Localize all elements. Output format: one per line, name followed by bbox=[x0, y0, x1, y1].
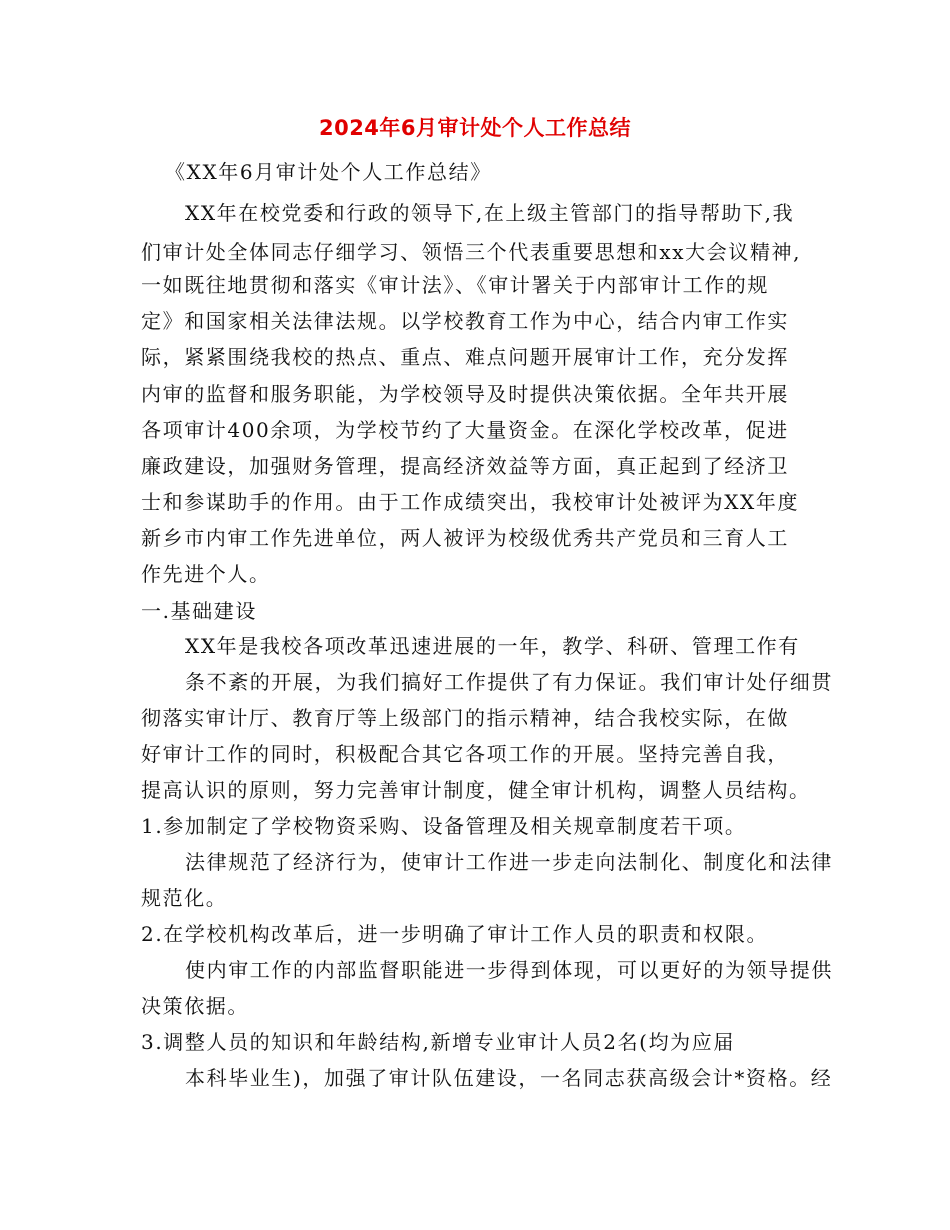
paragraph-line: 彻落实审计厅、教育厅等上级部门的指示精神，结合我校实际，在做 bbox=[141, 706, 789, 730]
paragraph-line: 1.参加制定了学校物资采购、设备管理及相关规章制度若干项。 bbox=[141, 814, 747, 838]
paragraph-line: 们审计处全体同志仔细学习、领悟三个代表重要思想和xx大会议精神, bbox=[141, 240, 802, 264]
paragraph-line: 士和参谋助手的作用。由于工作成绩突出，我校审计处被评为XX年度 bbox=[141, 490, 800, 514]
paragraph-line: XX年在校党委和行政的领导下,在上级主管部门的指导帮助下,我 bbox=[185, 201, 795, 225]
list-item-line: 决策依据。 bbox=[141, 994, 249, 1018]
list-item-line: 规范化。 bbox=[141, 886, 228, 910]
paragraph-line: 一如既往地贯彻和落实《审计法》、《审计署关于内部审计工作的规 bbox=[141, 273, 769, 297]
paragraph-line: 定》和国家相关法律法规。以学校教育工作为中心，结合内审工作实 bbox=[141, 309, 789, 333]
paragraph-line: 新乡市内审工作先进单位，两人被评为校级优秀共产党员和三育人工 bbox=[141, 526, 789, 550]
paragraph-line: 内审的监督和服务职能，为学校领导及时提供决策依据。全年共开展 bbox=[141, 382, 789, 406]
list-item-line: 2.在学校机构改革后，进一步明确了审计工作人员的职责和权限。 bbox=[141, 922, 769, 946]
paragraph-line: 际，紧紧围绕我校的热点、重点、难点问题开展审计工作，充分发挥 bbox=[141, 345, 789, 369]
list-item-line: 3.调整人员的知识和年龄结构,新增专业审计人员2名(均为应届 bbox=[141, 1030, 735, 1054]
paragraph-line: 各项审计400余项，为学校节约了大量资金。在深化学校改革，促进 bbox=[141, 418, 789, 442]
section-heading: XX年是我校各项改革迅速进展的一年，教学、科研、管理工作有 bbox=[185, 634, 800, 658]
paragraph-line: 一.基础建设 bbox=[141, 599, 257, 623]
paragraph-line: 条不紊的开展，为我们搞好工作提供了有力保证。我们审计处仔细贯 bbox=[185, 670, 833, 694]
subtitle-line: 《XX年6月审计处个人工作总结》 bbox=[165, 160, 492, 184]
paragraph-line: 提高认识的原则，努力完善审计制度，健全审计机构，调整人员结构。 bbox=[141, 778, 811, 802]
list-item-line: 本科毕业生)，加强了审计队伍建设，一名同志获高级会计*资格。经 bbox=[185, 1066, 833, 1090]
list-item-line: 法律规范了经济行为，使审计工作进一步走向法制化、制度化和法律 bbox=[185, 850, 833, 874]
list-item-line: 使内审工作的内部监督职能进一步得到体现，可以更好的为领导提供 bbox=[185, 958, 833, 982]
paragraph-line: 廉政建设，加强财务管理，提高经济效益等方面，真正起到了经济卫 bbox=[141, 454, 789, 478]
paragraph-line: 作先进个人。 bbox=[141, 562, 271, 586]
paragraph-line: 好审计工作的同时，积极配合其它各项工作的开展。坚持完善自我， bbox=[141, 742, 789, 766]
document-title: 2024年6月审计处个人工作总结 bbox=[318, 116, 632, 140]
